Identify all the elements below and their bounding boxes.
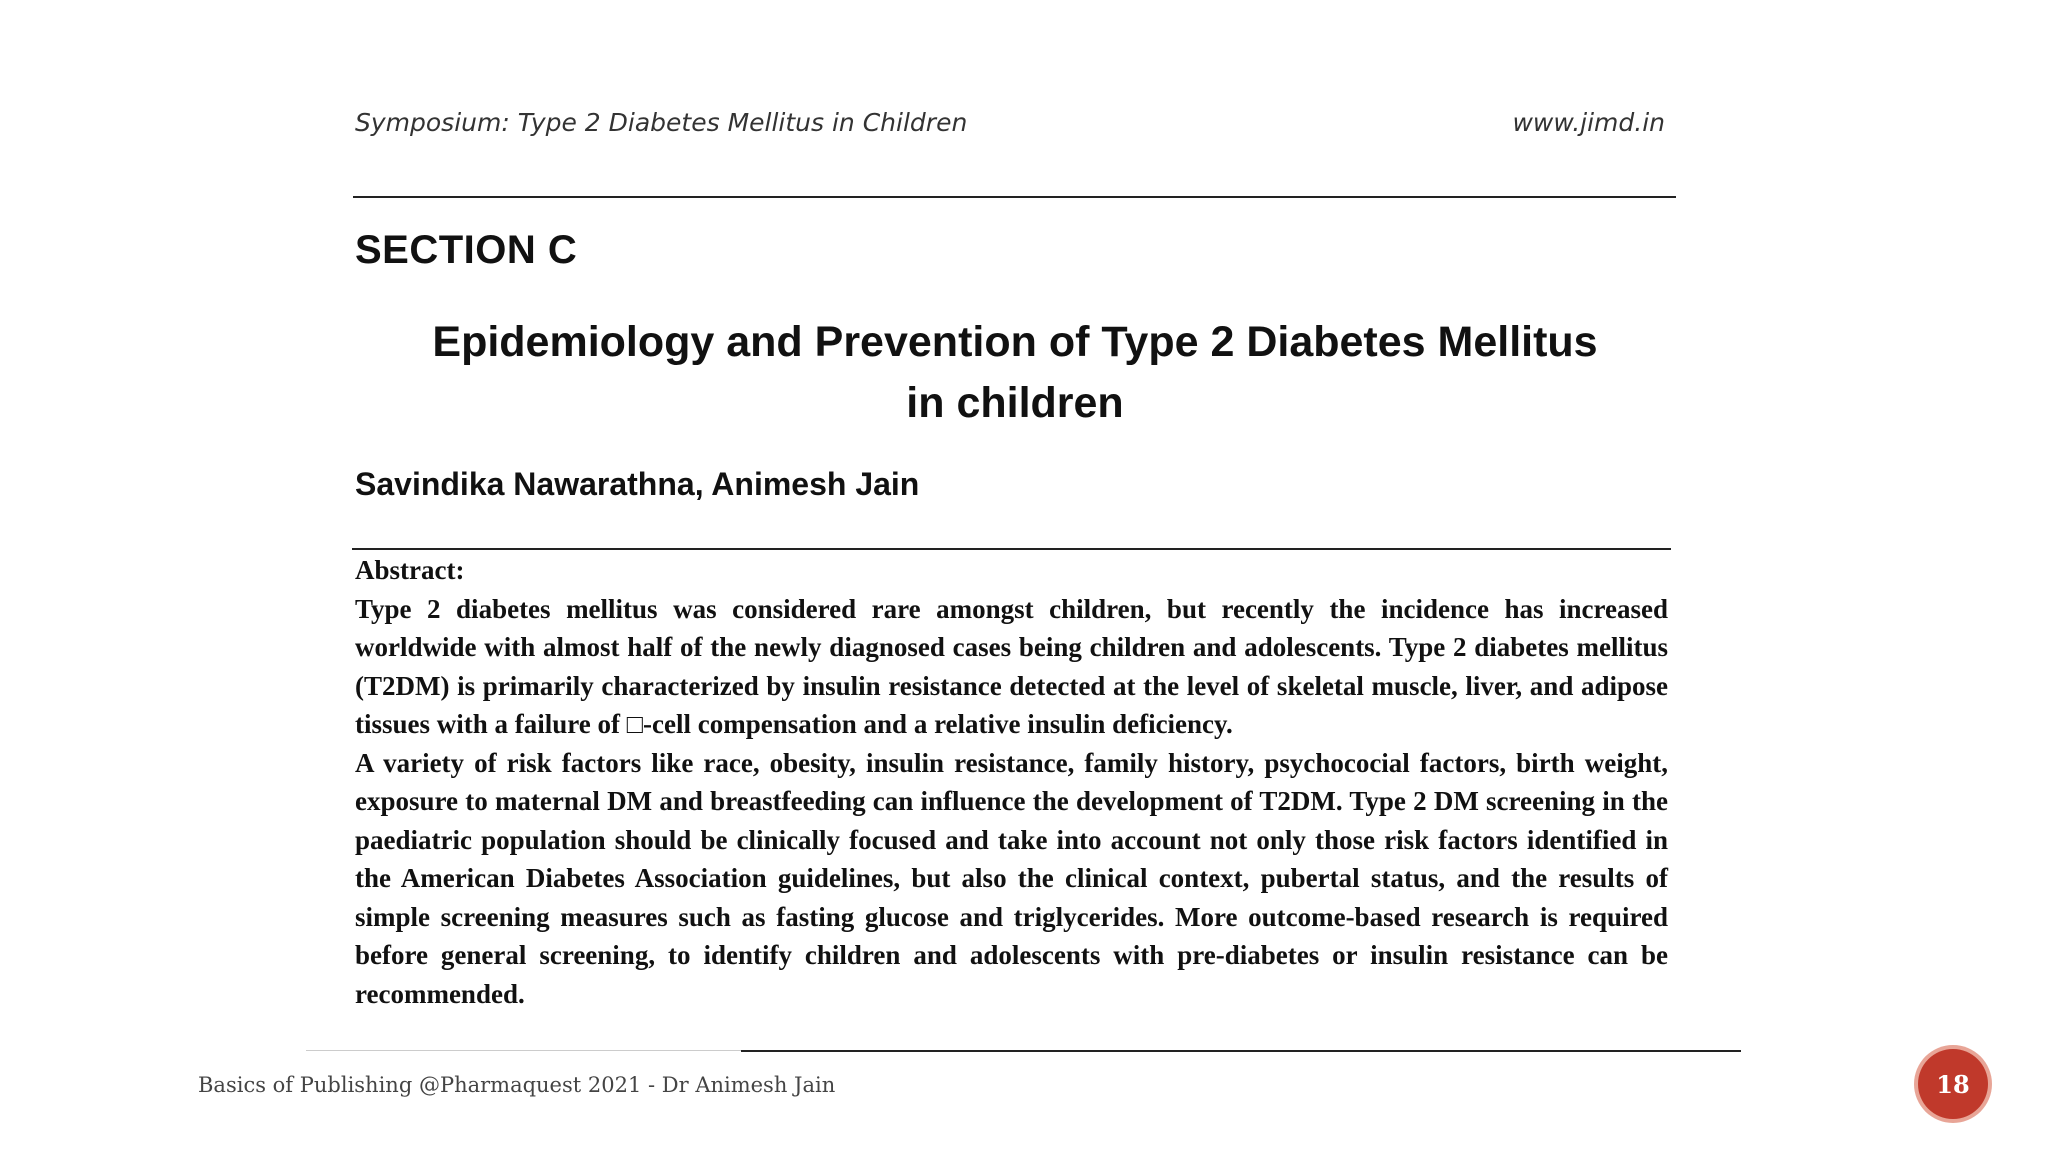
abstract-paragraph-2: A variety of risk factors like race, obesity, insulin resistance, family history, psychococial factors, birth weight, exposure to maternal DM and breastfeeding can influence the development of T2DM. Type 2 DM screening in the paediatric population should be clinically focused and take into account not only those risk factors identified in the American Diabetes Association guidelines, but also the clinical context, pubertal status, and the results of simple screening measures such as fasting glucose and triglycerides. More outcome-based research is required before general screening, to identify children and adolescents with pre-diabetes or insulin resistance can be recommended. [355, 747, 1668, 1009]
header-rule [353, 196, 1676, 198]
journal-url: www.jimd.in [1512, 108, 1665, 137]
page-number-badge: 18 [1918, 1049, 1988, 1119]
symposium-title: Symposium: Type 2 Diabetes Mellitus in Children [355, 108, 968, 137]
journal-header [355, 108, 1665, 144]
author-list: Savindika Nawarathna, Animesh Jain [355, 466, 920, 502]
article-title-line-1: Epidemiology and Prevention of Type 2 Diabetes Mellitus [432, 318, 1598, 366]
abstract-top-rule [352, 548, 1671, 550]
abstract-block [355, 551, 1668, 1013]
footer-rule-light [306, 1050, 741, 1051]
slide-footer: Basics of Publishing @Pharmaquest 2021 - Dr Animesh Jain [198, 1073, 836, 1097]
section-label: SECTION C [355, 228, 578, 272]
footer-rule-dark [741, 1050, 1741, 1052]
article-title [355, 312, 1675, 434]
abstract-paragraph-1: Type 2 diabetes mellitus was considered rare amongst children, but recently the incidence has increased worldwide with almost half of the newly diagnosed cases being children and adolescents. Type 2 diabetes mellitus (T2DM) is primarily characterized by insulin resistance detected at the level of skeletal muscle, liver, and adipose tissues with a failure of □-cell compensation and a relative insulin deficiency. [355, 593, 1668, 739]
abstract-heading: Abstract: [355, 555, 465, 585]
article-title-line-2: in children [906, 379, 1124, 427]
